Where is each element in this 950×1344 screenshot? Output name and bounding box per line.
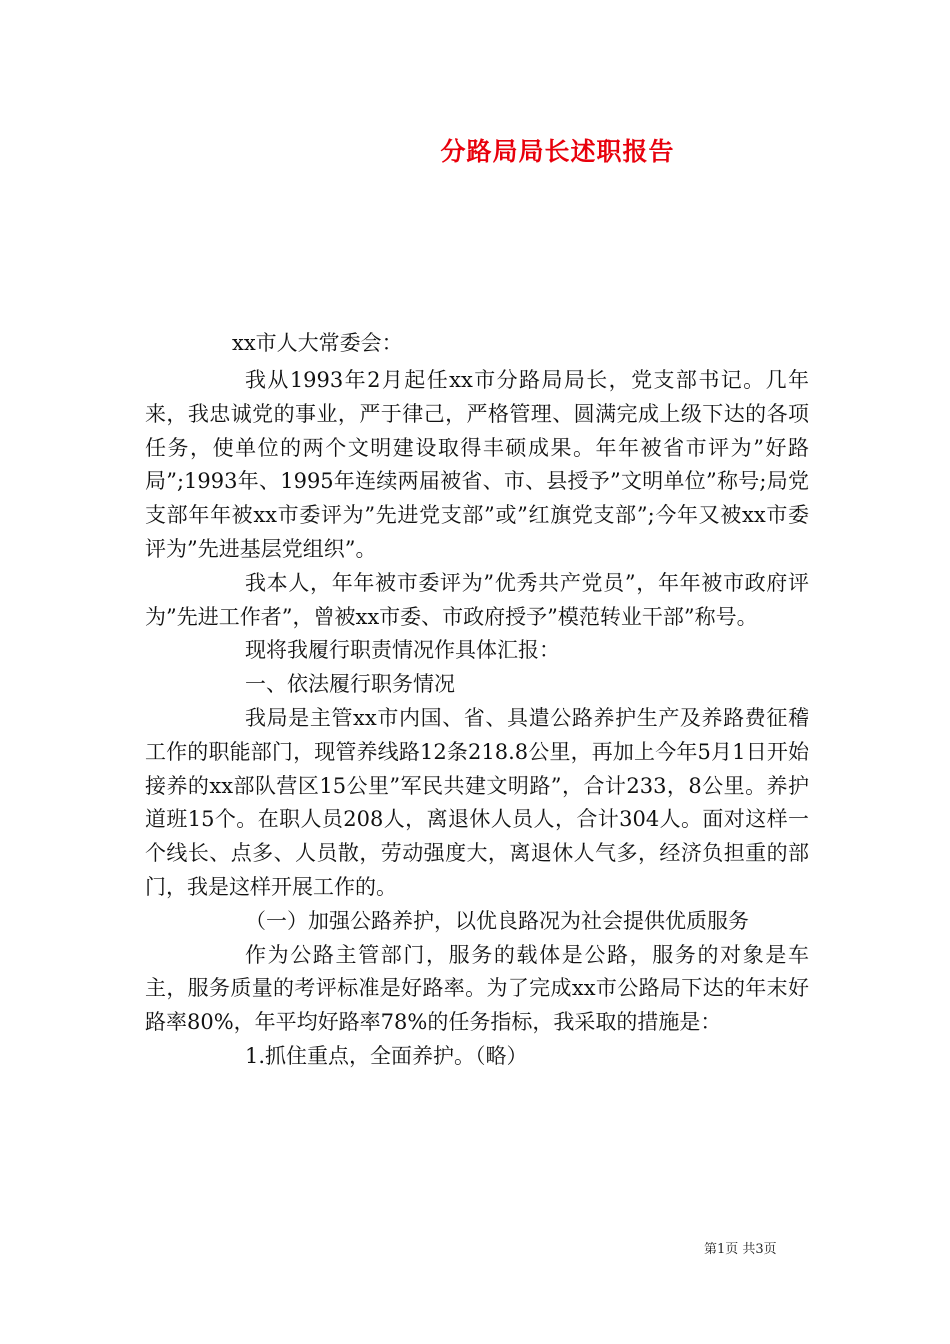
document-body: [145, 364, 809, 1074]
list-item-1: 1.抓住重点，全面养护。（略）: [245, 1043, 528, 1068]
salutation: xx市人大常委会：: [232, 331, 403, 355]
paragraph-3: 现将我履行职责情况作具体汇报：: [245, 638, 560, 663]
section-heading-1: 一、依法履行职务情况: [245, 672, 455, 697]
page-number: 第1页 共3页: [704, 1242, 777, 1257]
paragraph-1: 我从1993年2月起任xx市分路局局长，党支部书记。几年来，我忠诚党的事业，严于律己，严格管理、圆满完成上级下达的各项任务，使单位的两个文明建设取得丰硕成果。年年被省市评为”好路局”;1993年、1995年连续两届被省、市、县授予”文明单位”称号;局党支部年年被xx市委评为”先进党支部”或”红旗党支部”;今年又被xx市委评为”先进基层党组织”。: [145, 368, 809, 561]
paragraph-2: 我本人，年年被市委评为”优秀共产党员”，年年被市政府评为”先进工作者”，曾被xx市委、市政府授予”模范转业干部”称号。: [145, 570, 809, 629]
paragraph-4: 我局是主管xx市内国、省、具遣公路养护生产及养路费征稽工作的职能部门，现管养线路12条218.8公里，再加上今年5月1日开始接养的xx部队营区15公里”军民共建文明路”，合计233，8公里。养护道班15个。在职人员208人，离退休人员人，合计304人。面对这样一个线长、点多、人员散，劳动强度大，离退休人气多，经济负担重的部门，我是这样开展工作的。: [145, 705, 809, 899]
paragraph-5: 作为公路主管部门，服务的载体是公路，服务的对象是车主，服务质量的考评标准是好路率。为了完成xx市公路局下达的年末好路率80%，年平均好路率78%的任务指标，我采取的措施是：: [145, 942, 809, 1035]
document-title: 分路局局长述职报告: [440, 137, 675, 166]
subsection-heading-1: （一）加强公路养护，以优良路况为社会提供优质服务: [245, 908, 749, 933]
